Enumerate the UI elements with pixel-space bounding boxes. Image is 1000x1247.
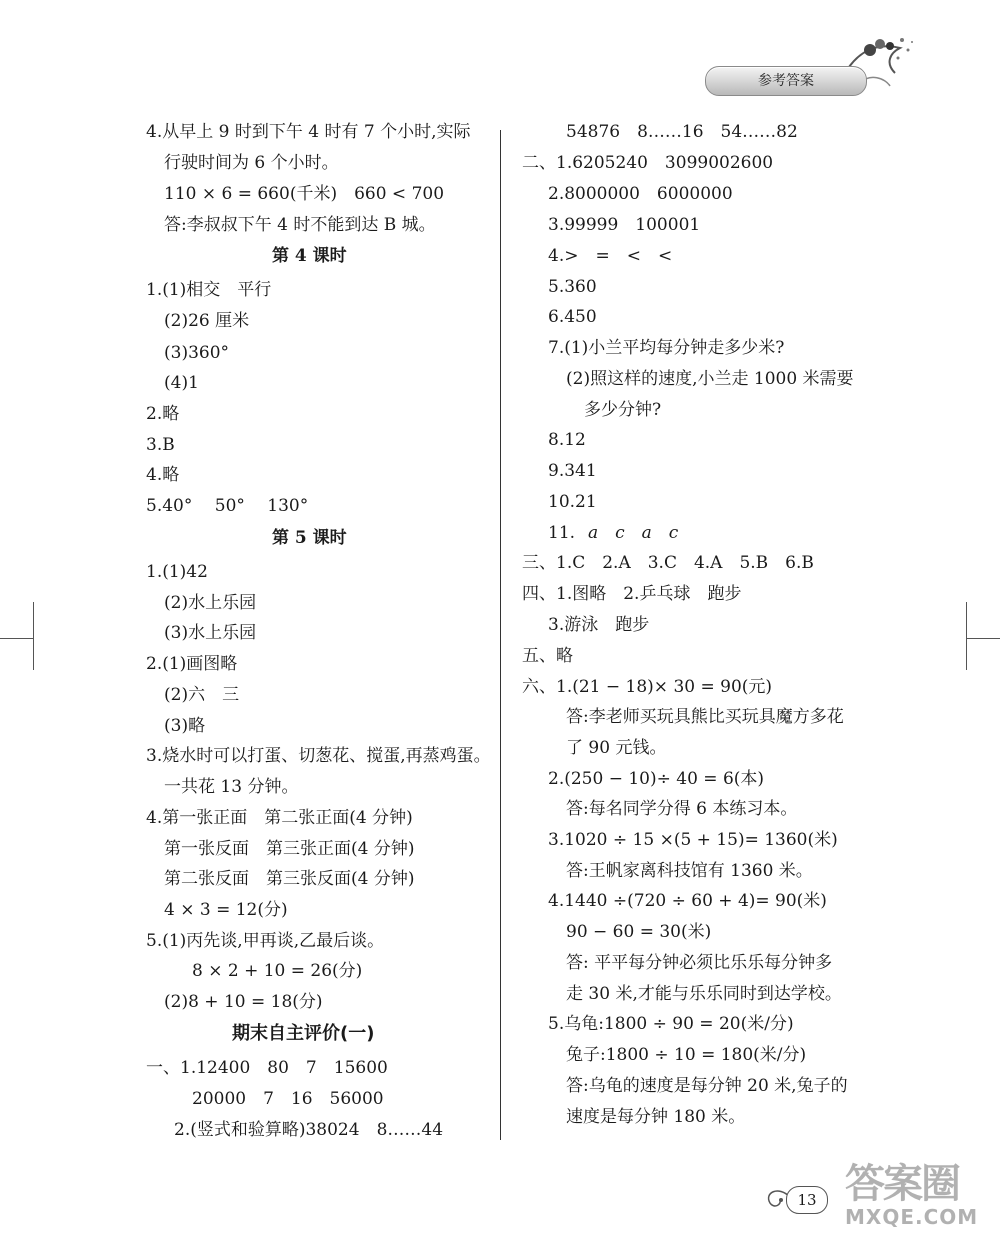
answer-line: (3)360°	[164, 343, 230, 363]
lesson-heading: 第 4 课时	[272, 246, 347, 266]
answer-line: 一、1.12400 80 7 15600	[146, 1058, 388, 1078]
watermark-logo-text: 答案圈	[845, 1161, 959, 1207]
answer-line: 六、1.(21 − 18)× 30 = 90(元)	[522, 677, 773, 697]
answer-line: 五、略	[522, 646, 573, 666]
answer-line: (4)1	[164, 373, 199, 393]
answer-key-banner: 参考答案	[705, 66, 867, 96]
section-heading: 期末自主评价(一)	[232, 1023, 375, 1044]
answer-line: 5.(1)丙先谈,甲再谈,乙最后谈。	[146, 931, 385, 951]
answer-line: 第一张反面 第三张正面(4 分钟)	[164, 839, 415, 859]
answer-line: 1.(1)42	[146, 562, 208, 582]
answer-line: 4.> = < <	[548, 246, 673, 266]
answer-line: (2)六 三	[164, 685, 240, 705]
answer-line: 3.游泳 跑步	[548, 615, 650, 635]
italic-answer: a c a c	[588, 523, 679, 543]
answer-line: 第二张反面 第三张反面(4 分钟)	[164, 869, 415, 889]
answer-line: 5.40° 50° 130°	[146, 496, 309, 516]
answer-line: 110 × 6 = 660(千米) 660 < 700	[164, 184, 445, 204]
site-watermark	[845, 1162, 995, 1242]
answer-line: 答:李叔叔下午 4 时不能到达 B 城。	[164, 215, 436, 235]
answer-line: 2.(1)画图略	[146, 654, 238, 674]
answer-line: (3)略	[164, 716, 206, 736]
answer-line: 5.乌龟:1800 ÷ 90 = 20(米/分)	[548, 1014, 794, 1034]
answer-line: 9.341	[548, 461, 597, 481]
answer-line: 三、1.C 2.A 3.C 4.A 5.B 6.B	[522, 553, 814, 573]
answer-line: 8 × 2 + 10 = 26(分)	[192, 961, 363, 981]
answer-line: 7.(1)小兰平均每分钟走多少米?	[548, 338, 785, 358]
answer-line: 四、1.图略 2.乒乓球 跑步	[522, 584, 742, 604]
answer-line: 二、1.6205240 3099002600	[522, 153, 774, 173]
answer-line: 4.第一张正面 第二张正面(4 分钟)	[146, 808, 413, 828]
answer-line: 答:王帆家离科技馆有 1360 米。	[566, 861, 813, 881]
answer-line: 5.360	[548, 277, 597, 297]
answer-line: 速度是每分钟 180 米。	[566, 1107, 746, 1127]
answer-line: (2)照这样的速度,小兰走 1000 米需要	[566, 369, 854, 389]
answer-line: 2.(250 − 10)÷ 40 = 6(本)	[548, 769, 765, 789]
answer-line: (3)水上乐园	[164, 623, 257, 643]
answer-line: (2)8 + 10 = 18(分)	[164, 992, 323, 1012]
watermark-site-text: MXQE.COM	[845, 1205, 979, 1229]
answer-line: 行驶时间为 6 个小时。	[164, 153, 339, 173]
answer-line: 11.	[548, 523, 576, 543]
answer-line: 走 30 米,才能与乐乐同时到达学校。	[566, 984, 842, 1004]
answer-line: 1.(1)相交 平行	[146, 280, 272, 300]
answer-line: 兔子:1800 ÷ 10 = 180(米/分)	[566, 1045, 807, 1065]
answer-line: 2.8000000 6000000	[548, 184, 733, 204]
answer-line: 3.1020 ÷ 15 ×(5 + 15)= 1360(米)	[548, 830, 838, 850]
answer-line: 多少分钟?	[584, 400, 662, 420]
answer-line: 6.450	[548, 307, 597, 327]
answer-line-italic	[588, 522, 678, 544]
answer-line: 3.99999 100001	[548, 215, 701, 235]
answer-line: 答:李老师买玩具熊比买玩具魔方多花	[566, 707, 844, 727]
answer-line: 10.21	[548, 492, 597, 512]
answer-line: 4 × 3 = 12(分)	[164, 900, 288, 920]
answer-line: 4.略	[146, 465, 180, 485]
crop-mark	[966, 638, 1000, 639]
answer-line: 2.(竖式和验算略)38024 8……44	[174, 1120, 444, 1140]
crop-mark	[0, 638, 34, 639]
page-number: 13	[786, 1186, 828, 1214]
column-divider	[500, 130, 501, 1140]
answer-line: 了 90 元钱。	[566, 738, 667, 758]
answer-line: (2)水上乐园	[164, 593, 257, 613]
answer-line: 20000 7 16 56000	[192, 1089, 384, 1109]
answer-line: 90 − 60 = 30(米)	[566, 922, 712, 942]
answer-line: 4.1440 ÷(720 ÷ 60 + 4)= 90(米)	[548, 891, 827, 911]
answer-line: 54876 8……16 54……82	[566, 122, 798, 142]
answer-line: 答:乌龟的速度是每分钟 20 米,兔子的	[566, 1076, 848, 1096]
answer-line: 3.烧水时可以打蛋、切葱花、搅蛋,再蒸鸡蛋。	[146, 746, 491, 766]
answer-line: 8.12	[548, 430, 586, 450]
crop-mark	[966, 602, 967, 670]
lesson-heading: 第 5 课时	[272, 528, 347, 548]
answer-line: 2.略	[146, 404, 180, 424]
answer-line: 答:每名同学分得 6 本练习本。	[566, 799, 798, 819]
answer-line: 3.B	[146, 435, 175, 455]
crop-mark	[33, 602, 34, 670]
answer-line: (2)26 厘米	[164, 311, 250, 331]
answer-line: 答: 平平每分钟必须比乐乐每分钟多	[566, 953, 833, 973]
answer-line: 一共花 13 分钟。	[164, 777, 299, 797]
answer-line: 4.从早上 9 时到下午 4 时有 7 个小时,实际	[146, 122, 471, 142]
